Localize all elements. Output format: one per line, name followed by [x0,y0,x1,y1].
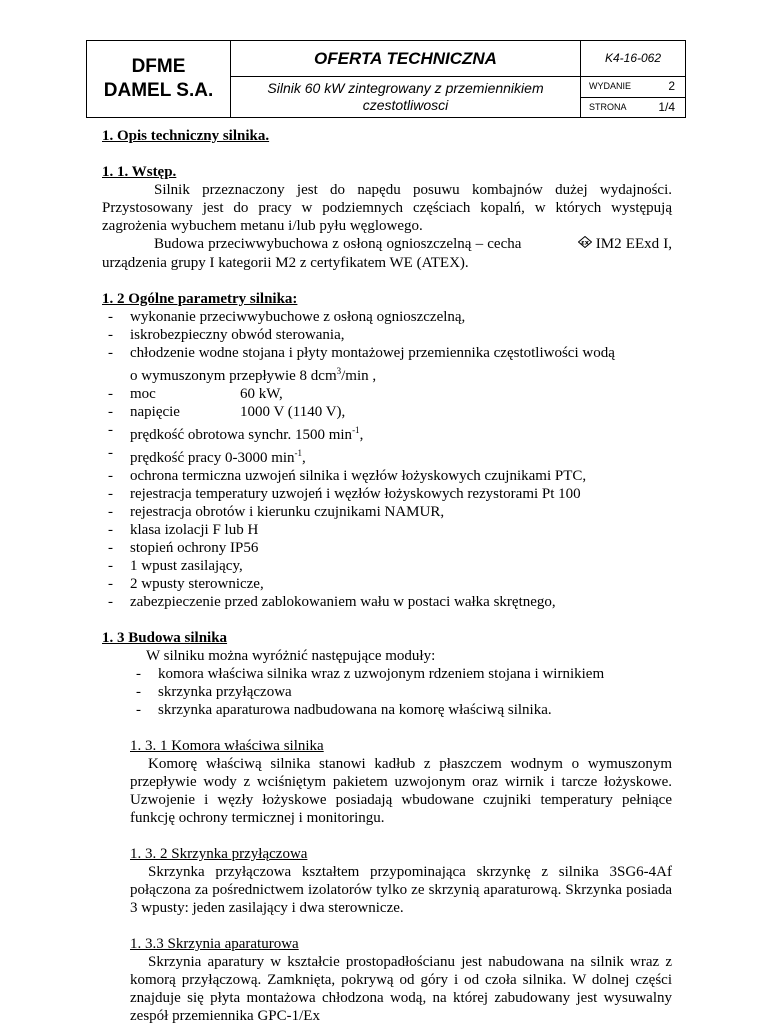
modules-list [102,665,672,719]
list-item [102,403,672,421]
page-value: 1/4 [658,100,675,114]
list-item: - rejestracja obrotów i kierunku czujnikami NAMUR, [102,503,672,521]
param-sync-speed: prędkość obrotowa synchr. 1500 min [130,427,353,443]
edition-label: WYDANIE [589,81,632,91]
subsection-text: Skrzynia aparatury w kształcie prostopadłościanu jest nabudowana na silnik wraz z komorą przyłączową. Zamknięta, pokrywą od góry i od czoła silnika. W dolnej części znajduje się płyta montażowa chłodzona wodą, na której zabudowany jest wysuwalny zespół przemiennika GPC-1/Ex [130,954,672,1024]
subsection-text: Komorę właściwą silnika stanowi kadłub z płaszczem wodnym o wymuszonym przepływie wody z wciśniętym pakietem uzwojonym oraz wirnik i tarcze łożyskowe. Uzwojenie i węzły łożyskowe posiadają wbudowane czujniki temperatury pełniące funkcję ochrony termicznej i monitoringu. [130,756,672,826]
superscript: -1 [294,448,303,458]
list-item: - iskrobezpieczny obwód sterowania, [102,326,672,344]
section-1-3-intro: W silniku można wyróżnić następujące moduły: [146,648,436,664]
list-item-text: chłodzenie wodne stojana i płyty montażowej przemiennika częstotliwości wodą [130,345,615,361]
company-line-1: DFME [131,56,186,77]
section-1-1-para2 [102,235,672,272]
list-item: - skrzynka aparaturowa nadbudowana na komorę właściwą silnika. [130,701,672,719]
para2-post: IM2 EExd I, urządzenia grupy I kategorii M2 z certyfikatem WE (ATEX). [102,236,673,271]
subsection-1-3-3 [102,935,672,1025]
list-item-cont-end: /min , [341,368,377,384]
edition-row [581,77,685,98]
doc-code: K4-16-062 [581,41,685,77]
doc-meta [581,41,685,117]
param-value-voltage: 1000 V (1140 V), [240,404,346,420]
section-1-1-para1: Silnik przeznaczony jest do napędu posuwu kombajnów dużej wydajności. Przystosowany jest do pracy w podziemnych częściach kopalń, w których występują zagrożenia wybuchem metanu i/lub pyłu węglowego. [102,182,672,234]
edition-value: 2 [668,79,675,93]
list-item-cont: o wymuszonym przepływie 8 dcm [130,368,337,384]
list-item: - 2 wpusty sterownicze, [102,575,672,593]
company-name [87,41,231,117]
page-label: STRONA [589,102,627,112]
section-1-3-title: 1. 3 Budowa silnika [102,630,228,646]
list-item: - wykonanie przeciwwybuchowe z osłoną ognioszczelną, [102,308,672,326]
svg-text:εx: εx [580,238,589,247]
ex-mark-icon [526,236,592,254]
list-item: - klasa izolacji F lub H [102,521,672,539]
subsection-text: Skrzynka przyłączowa kształtem przypominająca skrzynkę z silnika 3SG6-4Af połączona za pośrednictwem izolatorów tylko ze skrzynią aparaturową. Skrzynka posiada 3 wpusty: jeden zasilający i dwa sterownicze. [130,864,672,916]
para2-pre: Budowa przeciwwybuchowa z osłoną ognioszczelną – cecha [154,236,522,252]
list-item: - stopień ochrony IP56 [102,539,672,557]
param-label-power: moc [130,386,156,402]
list-item: - skrzynka przyłączowa [130,683,672,701]
param-work-speed: prędkość pracy 0-3000 min [130,450,295,466]
comma: , [302,450,306,466]
list-item [102,444,672,467]
list-item: - komora właściwa silnika wraz z uzwojonym rdzeniem stojana i wirnikiem [130,665,672,683]
list-item [102,385,672,403]
section-1-2-title: 1. 2 Ogólne parametry silnika: [102,291,298,307]
list-item: - rejestracja temperatury uzwojeń i węzłów łożyskowych rezystorami Pt 100 [102,485,672,503]
param-label-voltage: napięcie [130,404,180,420]
doc-subtitle: Silnik 60 kW zintegrowany z przemiennikiem czestotliwosci [267,80,544,113]
list-item: - zabezpieczenie przed zablokowaniem wału w postaci wałka skrętnego, [102,593,672,611]
list-item: - ochrona termiczna uzwojeń silnika i węzłów łożyskowych czujnikami PTC, [102,467,672,485]
doc-title: OFERTA TECHNICZNA [231,41,580,77]
superscript: 3 [336,366,342,376]
section-1-1-title: 1. 1. Wstęp. [102,164,177,180]
title-block [231,41,581,117]
subsection-1-3-1 [102,737,672,827]
superscript: -1 [352,425,360,435]
subsection-title: 1. 3. 2 Skrzynka przyłączowa [130,846,308,862]
list-item [102,344,672,385]
document-header [86,40,686,118]
section-1-title: 1. Opis techniczny silnika. [102,128,270,144]
subsection-title: 1. 3. 1 Komora właściwa silnika [130,738,324,754]
param-value-power: 60 kW, [240,386,283,402]
document-body [102,127,672,1025]
list-item: - 1 wpust zasilający, [102,557,672,575]
subsection-title: 1. 3.3 Skrzynia aparaturowa [130,936,299,952]
list-item [102,421,672,444]
comma: , [359,427,364,443]
parameters-list [102,308,672,611]
page-row [581,98,685,118]
company-line-2: DAMEL S.A. [103,80,214,101]
subsection-1-3-2 [102,845,672,917]
